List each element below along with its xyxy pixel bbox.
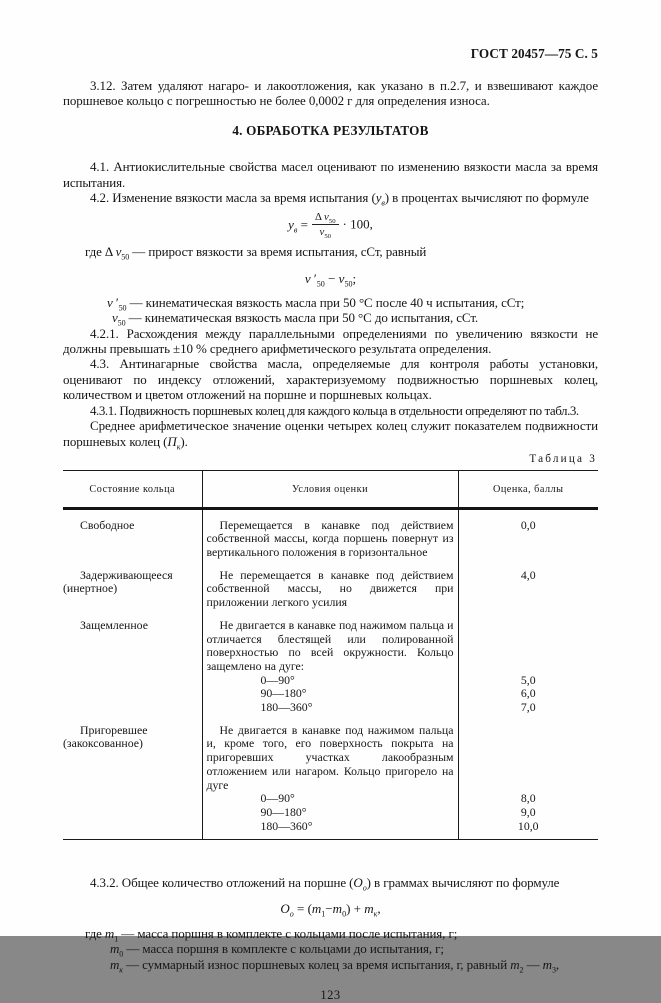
score-cell: 7,0: [458, 701, 598, 715]
document-reference-header: ГОСТ 20457—75 С. 5: [470, 46, 598, 61]
column-header-ring-state: Состояние кольца: [63, 470, 202, 508]
paragraph-4-3-1: 4.3.1. Подвижность поршневых колец для каждого кольца в отдельности определяют по табл.3.: [90, 402, 579, 418]
table-row-sticking: [63, 560, 598, 610]
paragraph-4-2-1: 4.2.1. Расхождения между параллельными определениями по увеличению вязкости не должны превышать ±10 % среднего арифметического результата определения.: [63, 325, 598, 357]
definition-v50-after: v $'_{50}$ — кинематическая вязкость масла при 50 °С после 40 ч испытания, сСт;: [107, 294, 525, 313]
fraction-denominator: $v_{50}$: [319, 226, 331, 241]
fraction: [312, 211, 339, 241]
table-3-label: Таблица 3: [529, 452, 597, 465]
fraction-numerator: Δ $v_{50}$: [312, 211, 339, 225]
formula-deposits: $О_о = (m_1-m_0) + m_к$,: [280, 900, 381, 919]
paragraph-4-3-2: 4.3.2. Общее количество отложений на поршне $(О_о)$ в граммах вычисляют по формуле: [90, 875, 560, 893]
definition-mk: $m_к$ — суммарный износ поршневых колец за время испытания, г, равный $m_2$ — $m_3$,: [110, 956, 560, 975]
ring-state-cell: Защемленное: [63, 610, 202, 674]
arc-range-cell: 180—360°: [260, 818, 313, 833]
arc-row: [63, 674, 598, 688]
column-header-score: Оценка, баллы: [458, 470, 598, 508]
page-number: 123: [320, 988, 341, 1002]
formula-viscosity-difference: v $'_{50} - v_{50}$;: [304, 270, 357, 289]
arc-range-cell: 0—90°: [260, 791, 295, 806]
ring-state-cell: Задерживающееся (инертное): [63, 560, 202, 610]
arc-range-cell: 90—180°: [260, 804, 307, 819]
paragraph-4-3: 4.3. Антинагарные свойства масла, определяемые для контроля работы установки, оценивают по индексу отложений, характеризуемому подвижностью поршневых колец, количеством и цветом отложений на поршне и поршневых кольцах.: [63, 356, 598, 403]
score-cell: 6,0: [458, 687, 598, 701]
score-cell: [458, 610, 598, 674]
paragraph-4-1: 4.1. Антиокислительные свойства масел оценивают по изменению вязкости масла за время испытания.: [63, 159, 598, 190]
paragraph-4-2: 4.2. Изменение вязкости масла за время испытания $(y_в)$ в процентах вычисляют по формуле: [90, 190, 589, 208]
arc-row: [63, 820, 598, 840]
where-m1: где $m_1$ — масса поршня в комплекте с кольцами после испытания, г;: [85, 925, 458, 944]
arc-row: [63, 792, 598, 806]
condition-cell: Не двигается в канавке под нажимом пальца и отличается блестящей или полированной поверхностью по всей окружности. Кольцо защемлено на дуге:: [206, 617, 454, 673]
formula-rhs: · 100,: [342, 216, 373, 232]
arc-row: [63, 687, 598, 701]
table-header-row: [63, 470, 598, 508]
condition-cell: Перемещается в канавке под действием собственной массы, когда поршень повернут из вертикального положения в горизонтальное: [206, 517, 454, 560]
ring-state-cell: Пригоревшее (закоксованное): [63, 715, 202, 793]
ring-state-cell: Свободное: [63, 508, 202, 560]
table-body: [63, 508, 598, 840]
formula-lhs: $y_в$ =: [288, 216, 308, 235]
score-cell: 4,0: [458, 560, 598, 610]
arc-range-cell: 180—360°: [260, 700, 313, 715]
condition-cell: Не двигается в канавке под нажимом пальца и, кроме того, его поверхность покрыта на пригоревших участках лакообразным отложением или нагаром. Кольцо пригорело на дуге: [206, 722, 454, 792]
paragraph-4-3-1-continued: Среднее арифметическое значение оценки четырех колец служит показателем подвижности поршневых колец $(П_к)$.: [63, 418, 598, 452]
arc-range-cell: 0—90°: [260, 672, 295, 687]
arc-row: [63, 701, 598, 715]
condition-cell: Не перемещается в канавке под действием собственной массы, но движется при приложении легкого усилия: [206, 567, 454, 610]
score-cell: [458, 715, 598, 793]
formula-viscosity-change: [63, 212, 598, 239]
section-4-title: 4. ОБРАБОТКА РЕЗУЛЬТАТОВ: [232, 122, 429, 138]
paragraph-3-12: 3.12. Затем удаляют нагаро- и лакоотложения, как указано в п.2.7, и взвешивают каждое поршневое кольцо с погрешностью не более 0,0002 г для определения износа.: [63, 78, 598, 109]
where-delta-v50: где Δ $v_{50}$ — прирост вязкости за время испытания, сСт, равный: [85, 244, 427, 263]
score-cell: 8,0: [458, 792, 598, 806]
score-cell: 5,0: [458, 674, 598, 688]
table-row-free: [63, 508, 598, 560]
score-cell: 10,0: [458, 820, 598, 840]
column-header-conditions: Условия оценки: [202, 470, 458, 508]
table-header: [63, 470, 598, 508]
definition-v50-before: $v_{50}$ — кинематическая вязкость масла при 50 °С до испытания, сСт.: [112, 310, 479, 328]
score-cell: 0,0: [458, 508, 598, 560]
table-row-jammed: [63, 610, 598, 674]
score-cell: 9,0: [458, 806, 598, 820]
table-row-burnt: [63, 715, 598, 793]
table-3-ring-mobility: [63, 470, 598, 840]
arc-range-cell: 90—180°: [260, 686, 307, 701]
arc-row: [63, 806, 598, 820]
definition-m0: $m_0$ — масса поршня в комплекте с кольцами до испытания, г;: [110, 941, 444, 959]
